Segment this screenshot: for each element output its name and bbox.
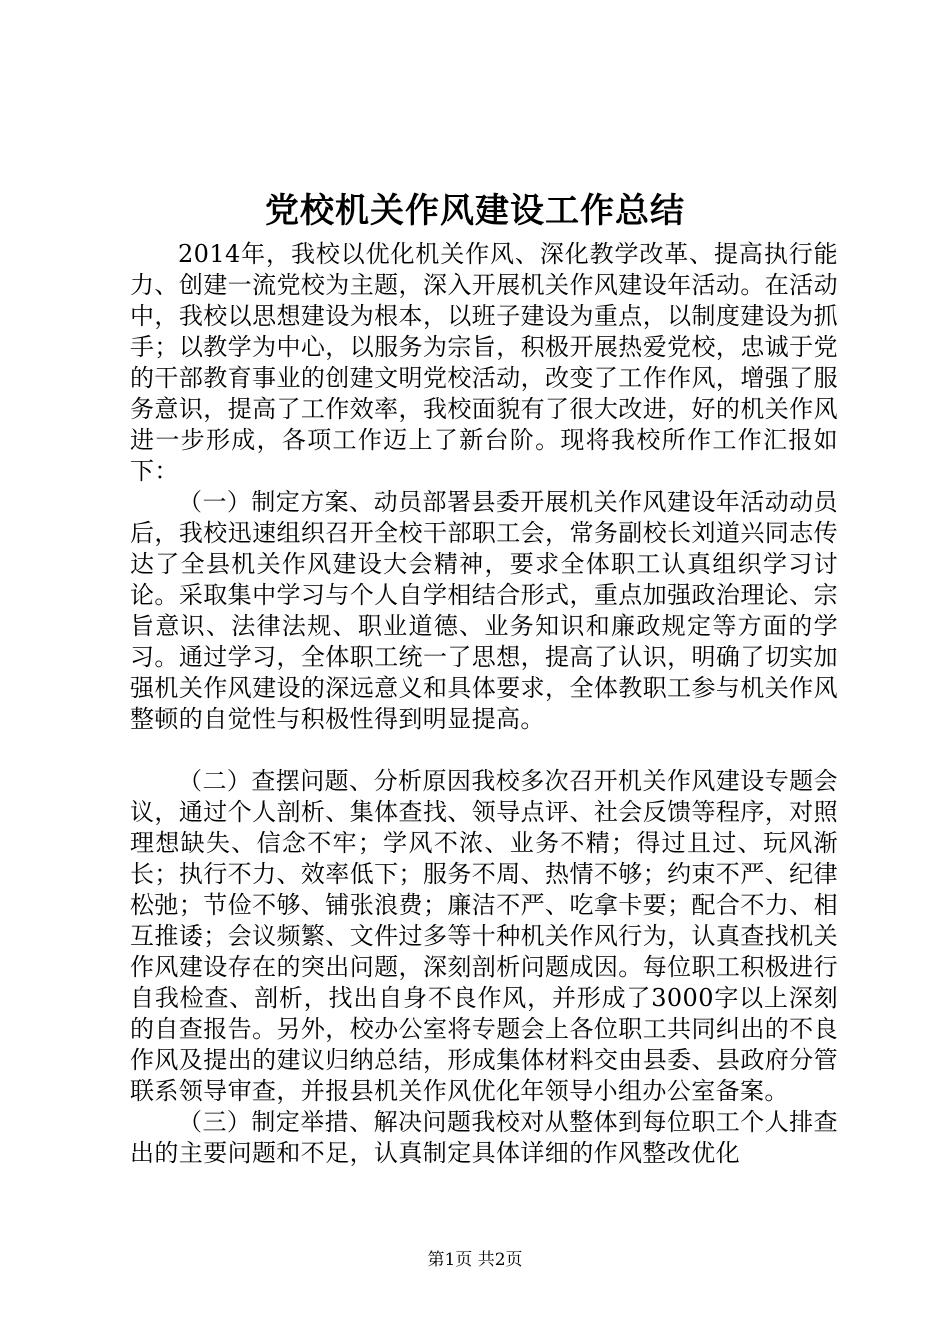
page-footer: 第1页 共2页 [427, 1250, 523, 1270]
document-title: 党校机关作风建设工作总结 [265, 191, 685, 231]
paragraph-section-2: （二）查摆问题、分析原因我校多次召开机关作风建设专题会议，通过个人剖析、集体查找、领导点评、社会反馈等程序，对照理想缺失、信念不牢；学风不浓、业务不精；得过且过、玩风渐长；执行不力、效率低下；服务不周、热情不够；约束不严、纪律松弛；节俭不够、铺张浪费；廉洁不严、吃拿卡要；配合不力、相互推诿；会议频繁、文件过多等十种机关作风行为，认真查找机关作风建设存在的突出问题，深刻剖析问题成因。每位职工积极进行自我检查、剖析，找出自身不良作风，并形成了3000字以上深刻的自查报告。另外，校办公室将专题会上各位职工共同纠出的不良作风及提出的建议归纳总结，形成集体材料交由县委、县政府分管联系领导审查，并报县机关作风优化年领导小组办公室备案。 [130, 767, 838, 1105]
paragraph-intro: 2014年，我校以优化机关作风、深化教学改革、提高执行能力、创建一流党校为主题，深入开展机关作风建设年活动。在活动中，我校以思想建设为根本，以班子建设为重点，以制度建设为抓手；以教学为中心，以服务为宗旨，积极开展热爱党校，忠诚于党的干部教育事业的创建文明党校活动，改变了工作作风，增强了服务意识，提高了工作效率，我校面貌有了很大改进，好的机关作风进一步形成，各项工作迈上了新台阶。现将我校所作工作汇报如下： [130, 240, 838, 485]
paragraph-section-3: （三）制定举措、解决问题我校对从整体到每位职工个人排查出的主要问题和不足，认真制定具体详细的作风整改优化 [130, 1108, 838, 1167]
paragraph-spacer [130, 735, 838, 766]
paragraph-section-1: （一）制定方案、动员部署县委开展机关作风建设年活动动员后，我校迅速组织召开全校干部职工会，常务副校长刘道兴同志传达了全县机关作风建设大会精神，要求全体职工认真组织学习讨论。采取集中学习与个人自学相结合形式，重点加强政治理论、宗旨意识、法律法规、职业道德、业务知识和廉政规定等方面的学习。通过学习，全体职工统一了思想，提高了认识，明确了切实加强机关作风建设的深远意义和具体要求，全体教职工参与机关作风整顿的自觉性与积极性得到明显提高。 [130, 488, 838, 733]
document-body [130, 239, 838, 1169]
